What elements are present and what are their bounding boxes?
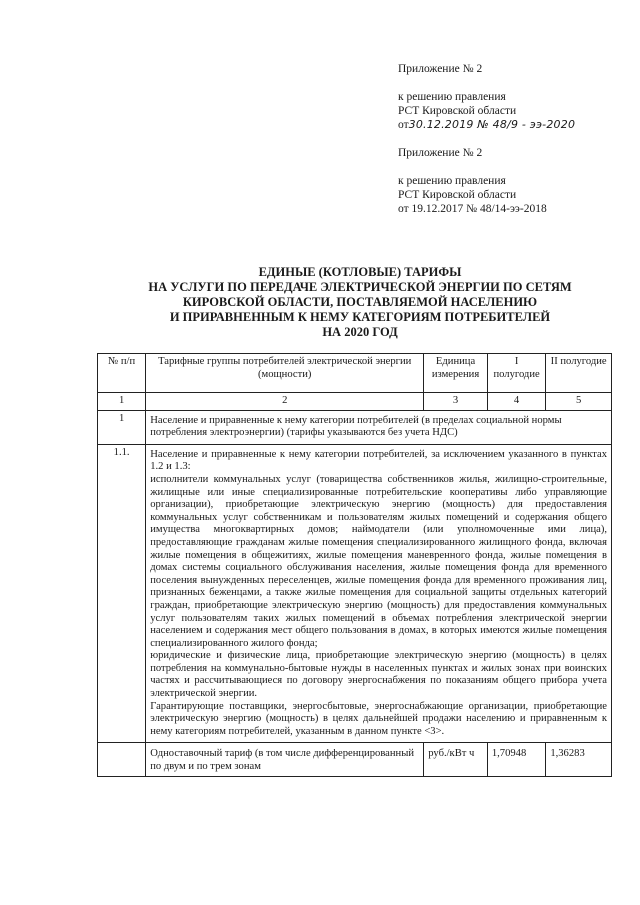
appendix-title: Приложение № 2 — [398, 147, 483, 159]
column-number: 3 — [424, 393, 488, 411]
row-description: Население и приравненные к нему категории потребителей (в пределах социальной нормы потребления электроэнергии) (тарифы указываются без учета НДС) — [146, 410, 612, 444]
header-group: Тарифные группы потребителей электрической энергии (мощности) — [146, 354, 424, 393]
column-number: 1 — [98, 393, 146, 411]
title-line: КИРОВСКОЙ ОБЛАСТИ, ПОСТАВЛЯЕМОЙ НАСЕЛЕНИЮ — [182, 295, 538, 309]
tariff-half1-value: 1,70948 — [487, 743, 545, 776]
appendix-block-current — [398, 62, 630, 132]
paragraph: Население и приравненные к нему категории потребителей, за исключением указанного в пунктах 1.2 и 1.3: — [150, 448, 607, 473]
row-num-empty — [98, 743, 146, 776]
decision-line: к решению правления — [398, 175, 506, 187]
table-row — [98, 410, 612, 444]
column-number: 5 — [546, 393, 612, 411]
title-line: ЕДИНЫЕ (КОТЛОВЫЕ) ТАРИФЫ — [258, 265, 462, 279]
document-header — [398, 62, 630, 230]
title-line: НА УСЛУГИ ПО ПЕРЕДАЧЕ ЭЛЕКТРИЧЕСКОЙ ЭНЕРГИИ ПО СЕТЯМ — [148, 280, 572, 294]
date-number-line: от 19.12.2017 № 48/14-ээ-2018 — [398, 203, 547, 215]
header-unit: Единица измерения — [424, 354, 488, 393]
title-line: И ПРИРАВНЕННЫМ К НЕМУ КАТЕГОРИЯМ ПОТРЕБИТЕЛЕЙ — [169, 310, 551, 324]
tariff-description: Одноставочный тариф (в том числе дифференцированный по двум и по трем зонам — [146, 743, 424, 776]
tariff-unit: руб./кВт ч — [424, 743, 488, 776]
handwritten-date-number: 30.12.2019 № 48/9 - ээ-2020 — [408, 118, 576, 131]
tariffs-table — [97, 353, 612, 777]
appendix-title: Приложение № 2 — [398, 63, 483, 75]
authority-line: РСТ Кировской области — [398, 189, 517, 201]
paragraph: юридические и физические лица, приобретающие электрическую энергию (мощность) в целях потребления на коммунально-бытовые нужды в населенных пунктах и жилых зонах при воинских частях и рассчитывающиеся по договору энергоснабжения по показаниям общего прибора учета электрической энергии. — [150, 650, 607, 700]
column-number: 4 — [487, 393, 545, 411]
paragraph: исполнители коммунальных услуг (товарищества собственников жилья, жилищно-строительные, жилищные или иные специализированные потребительские кооперативы либо управляющие организации), приобретающие электрическую энергию (мощность) для предоставления коммунальных услуг собственникам и пользователям жилых помещений и содержания общего имущества многоквартирных домов; наймодатели (или уполномоченные ими лица), предоставляющие гражданам жилые помещения специализированного жилищного фонда, включая жилые помещения в общежитиях, жилые помещения маневренного фонда, жилые помещения в домах системы социального обслуживания населения, жилые помещения фонда для временного поселения вынужденных переселенцев, жилые помещения фонда для временного проживания лиц, признанных беженцами, а также жилые помещения для социальной защиты отдельных категорий граждан, приобретающие электрическую энергию (мощность) для предоставления коммунальных услуг пользователям таких жилых помещений в объемах потребления электрической энергии населением и содержания мест общего пользования в домах, в которых имеются жилые помещения специализированного жилого фонда; — [150, 473, 607, 649]
row-num: 1 — [98, 410, 146, 444]
header-half1: I полугодие — [487, 354, 545, 393]
table-row — [98, 444, 612, 743]
table-row — [98, 743, 612, 776]
date-number-line — [398, 118, 630, 132]
column-number: 2 — [146, 393, 424, 411]
decision-line: к решению правления — [398, 91, 506, 103]
date-prefix: от — [398, 119, 409, 131]
appendix-block-original — [398, 146, 630, 216]
header-num: № п/п — [98, 354, 146, 393]
row-description — [146, 444, 612, 743]
document-title — [100, 265, 620, 340]
tariff-half2-value: 1,36283 — [546, 743, 612, 776]
table-header-row — [98, 354, 612, 393]
paragraph: Гарантирующие поставщики, энергосбытовые, энергоснабжающие организации, приобретающие электрическую энергию (мощность) в целях дальнейшей продажи населению и приравненным к нему категориям потребителей, указанным в данном пункте <3>. — [150, 700, 607, 737]
title-line: НА 2020 ГОД — [322, 325, 398, 339]
authority-line: РСТ Кировской области — [398, 105, 517, 117]
header-half2: II полугодие — [546, 354, 612, 393]
row-num: 1.1. — [98, 444, 146, 743]
column-number-row — [98, 393, 612, 411]
